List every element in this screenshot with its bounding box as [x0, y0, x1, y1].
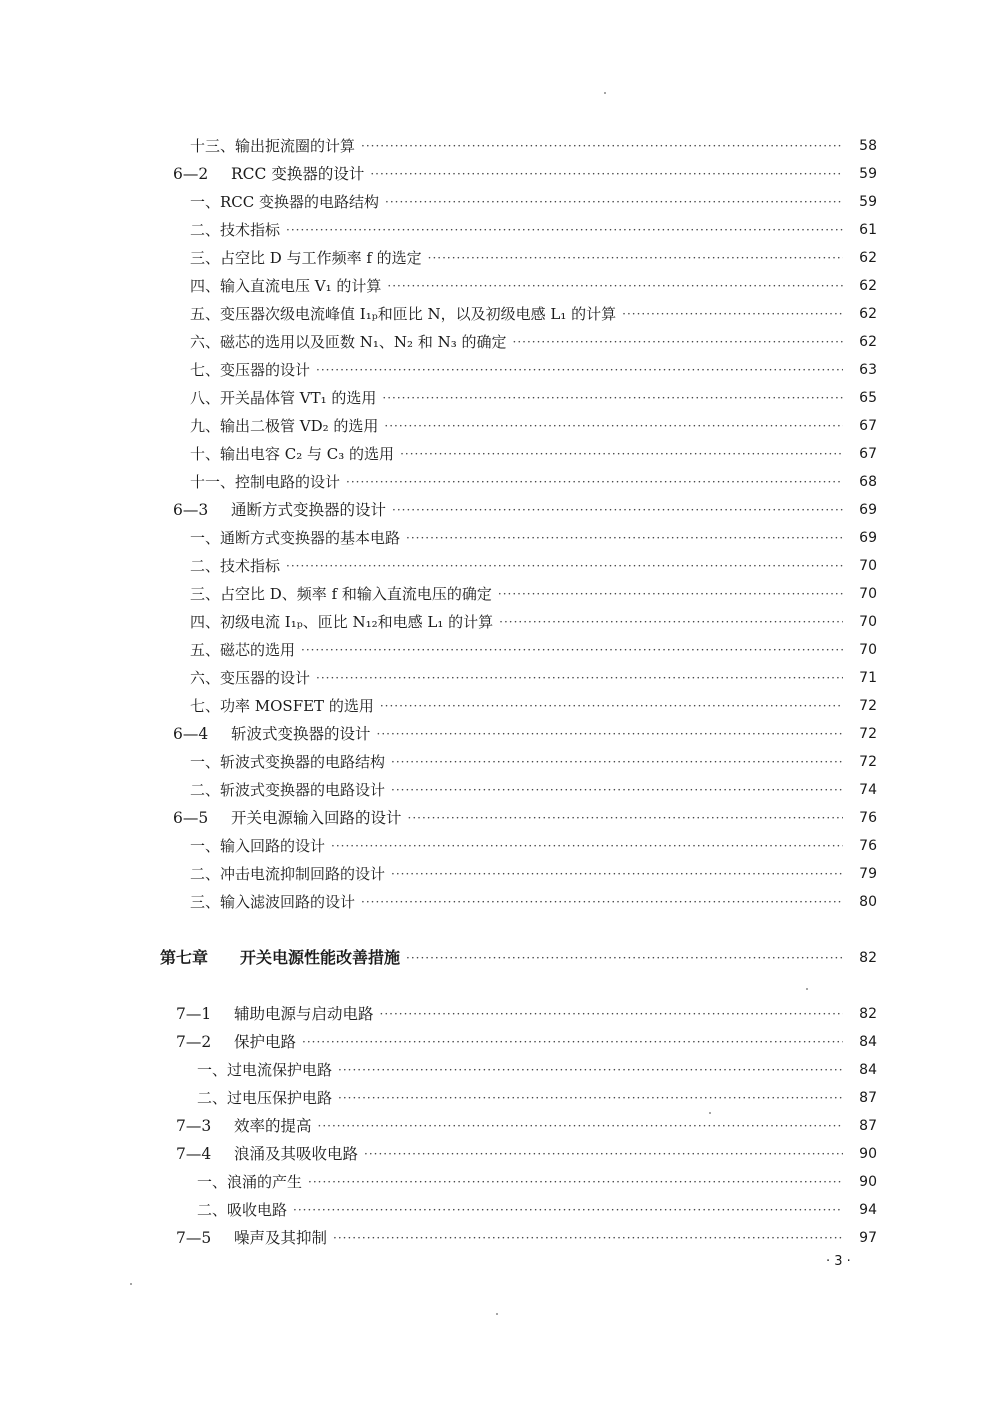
entry-page: 80 — [859, 894, 877, 910]
section-number: 7—3 — [176, 1117, 212, 1135]
toc-chapter[interactable] — [0, 940, 993, 968]
section-number: 6—3 — [173, 501, 209, 519]
toc-entry[interactable] — [0, 380, 993, 408]
page-number: · 3 · — [826, 1254, 851, 1269]
section-number: 6—5 — [173, 809, 209, 827]
entry-page: 72 — [859, 698, 877, 714]
entry-title: 一、RCC 变换器的电路结构 — [190, 193, 380, 211]
toc-entry[interactable] — [0, 884, 993, 912]
entry-page: 76 — [859, 838, 877, 854]
toc-entry[interactable] — [0, 660, 993, 688]
toc-entry[interactable] — [0, 324, 993, 352]
leader-dots — [331, 836, 843, 856]
entry-page: 68 — [859, 474, 877, 490]
entry-page: 58 — [859, 138, 877, 154]
toc-entry[interactable] — [0, 828, 993, 856]
entry-page: 70 — [859, 642, 877, 658]
toc-entry[interactable] — [0, 772, 993, 800]
entry-title: 七、功率 MOSFET 的选用 — [190, 697, 374, 715]
entry-page: 62 — [859, 278, 877, 294]
leader-dots — [370, 164, 843, 184]
entry-title: 十、输出电容 C₂ 与 C₃ 的选用 — [190, 445, 395, 463]
toc-entry[interactable] — [0, 856, 993, 884]
leader-dots — [338, 1060, 843, 1080]
toc-entry[interactable] — [0, 1052, 993, 1080]
leader-dots — [377, 724, 843, 744]
leader-dots — [391, 864, 843, 884]
entry-title: 五、变压器次级电流峰值 I₁ₚ和匝比 N，以及初级电感 L₁ 的计算 — [190, 305, 617, 323]
entry-page: 67 — [859, 446, 877, 462]
leader-dots — [361, 892, 843, 912]
entry-page: 70 — [859, 614, 877, 630]
entry-title: 一、过电流保护电路 — [197, 1061, 333, 1079]
leader-dots — [338, 1088, 843, 1108]
toc-section[interactable] — [0, 800, 993, 828]
toc-entry[interactable] — [0, 212, 993, 240]
leader-dots — [380, 696, 843, 716]
toc-entry[interactable] — [0, 1164, 993, 1192]
leader-dots — [622, 304, 843, 324]
entry-title: 八、开关晶体管 VT₁ 的选用 — [190, 389, 377, 407]
toc-section[interactable] — [0, 1024, 993, 1052]
entry-page: 90 — [859, 1146, 877, 1162]
scan-speck — [806, 988, 808, 990]
leader-dots — [513, 332, 844, 352]
leader-dots — [382, 388, 843, 408]
entry-page: 79 — [859, 866, 877, 882]
toc-entry[interactable] — [0, 744, 993, 772]
section-title: 噪声及其抑制 — [234, 1229, 328, 1247]
section-title: 辅助电源与启动电路 — [234, 1005, 374, 1023]
entry-title: 九、输出二极管 VD₂ 的选用 — [190, 417, 379, 435]
toc-entry[interactable] — [0, 548, 993, 576]
entry-title: 五、磁芯的选用 — [190, 641, 296, 659]
entry-page: 87 — [859, 1090, 877, 1106]
entry-title: 六、磁芯的选用以及匝数 N₁、N₂ 和 N₃ 的确定 — [190, 333, 507, 351]
toc-entry[interactable] — [0, 436, 993, 464]
entry-page: 94 — [859, 1202, 877, 1218]
entry-page: 70 — [859, 558, 877, 574]
toc-entry[interactable] — [0, 632, 993, 660]
entry-page: 87 — [859, 1118, 877, 1134]
section-title: 开关电源输入回路的设计 — [231, 809, 402, 827]
toc-entry[interactable] — [0, 1192, 993, 1220]
entry-page: 84 — [859, 1034, 877, 1050]
entry-page: 74 — [859, 782, 877, 798]
entry-page: 90 — [859, 1174, 877, 1190]
leader-dots — [408, 808, 843, 828]
entry-title: 二、吸收电路 — [197, 1201, 288, 1219]
entry-page: 59 — [859, 166, 877, 182]
section-title: RCC 变换器的设计 — [231, 165, 365, 183]
toc-entry[interactable] — [0, 1080, 993, 1108]
entry-page: 82 — [859, 950, 877, 966]
toc-entry[interactable] — [0, 408, 993, 436]
leader-dots — [286, 556, 843, 576]
toc-section[interactable] — [0, 996, 993, 1024]
entry-page: 67 — [859, 418, 877, 434]
entry-page: 65 — [859, 390, 877, 406]
entry-page: 61 — [859, 222, 877, 238]
leader-dots — [316, 360, 843, 380]
toc-section[interactable] — [0, 156, 993, 184]
entry-page: 69 — [859, 530, 877, 546]
leader-dots — [406, 948, 843, 968]
toc-entry[interactable] — [0, 240, 993, 268]
entry-page: 63 — [859, 362, 877, 378]
entry-page: 72 — [859, 754, 877, 770]
entry-title: 三、占空比 D、频率 f 和输入直流电压的确定 — [190, 585, 492, 603]
leader-dots — [364, 1144, 843, 1164]
entry-page: 62 — [859, 250, 877, 266]
toc-entry[interactable] — [0, 604, 993, 632]
entry-page: 69 — [859, 502, 877, 518]
leader-dots — [380, 1004, 843, 1024]
entry-title: 一、输入回路的设计 — [190, 837, 326, 855]
entry-page: 59 — [859, 194, 877, 210]
leader-dots — [406, 528, 843, 548]
section-title: 浪涌及其吸收电路 — [234, 1145, 359, 1163]
leader-dots — [293, 1200, 843, 1220]
leader-dots — [316, 668, 843, 688]
section-title: 保护电路 — [234, 1033, 297, 1051]
entry-title: 四、初级电流 I₁ₚ、匝比 N₁₂和电感 L₁ 的计算 — [190, 613, 494, 631]
entry-title: 六、变压器的设计 — [190, 669, 311, 687]
entry-title: 二、过电压保护电路 — [197, 1089, 333, 1107]
leader-dots — [385, 192, 843, 212]
section-number: 6—2 — [173, 165, 209, 183]
leader-dots — [428, 248, 843, 268]
scan-speck — [709, 1112, 711, 1114]
leader-dots — [392, 500, 843, 520]
toc-entry[interactable] — [0, 184, 993, 212]
toc-entry[interactable] — [0, 352, 993, 380]
entry-title: 一、通断方式变换器的基本电路 — [190, 529, 401, 547]
toc-entry[interactable] — [0, 464, 993, 492]
leader-dots — [301, 640, 843, 660]
entry-title: 十三、输出扼流圈的计算 — [190, 137, 356, 155]
entry-page: 84 — [859, 1062, 877, 1078]
entry-title: 二、技术指标 — [190, 221, 281, 239]
scan-speck — [604, 92, 606, 94]
section-title: 斩波式变换器的设计 — [231, 725, 371, 743]
leader-dots — [384, 416, 843, 436]
leader-dots — [499, 612, 843, 632]
toc-section[interactable] — [0, 1220, 993, 1248]
toc-entry[interactable] — [0, 128, 993, 156]
section-number: 7—4 — [176, 1145, 212, 1163]
leader-dots — [346, 472, 843, 492]
leader-dots — [391, 780, 843, 800]
leader-dots — [308, 1172, 843, 1192]
section-title: 通断方式变换器的设计 — [231, 501, 387, 519]
chapter-title: 开关电源性能改善措施 — [240, 948, 401, 967]
leader-dots — [302, 1032, 843, 1052]
entry-title: 二、斩波式变换器的电路设计 — [190, 781, 386, 799]
section-number: 6—4 — [173, 725, 209, 743]
toc-entry[interactable] — [0, 576, 993, 604]
entry-page: 62 — [859, 334, 877, 350]
entry-title: 二、冲击电流抑制回路的设计 — [190, 865, 386, 883]
entry-page: 70 — [859, 586, 877, 602]
toc-section[interactable] — [0, 716, 993, 744]
toc-section[interactable] — [0, 1108, 993, 1136]
toc-section[interactable] — [0, 492, 993, 520]
section-title: 效率的提高 — [234, 1117, 312, 1135]
entry-title: 三、输入滤波回路的设计 — [190, 893, 356, 911]
entry-page: 71 — [859, 670, 877, 686]
entry-title: 四、输入直流电压 V₁ 的计算 — [190, 277, 382, 295]
entry-title: 一、浪涌的产生 — [197, 1173, 303, 1191]
toc-entry[interactable] — [0, 688, 993, 716]
scan-speck — [496, 1313, 498, 1315]
leader-dots — [387, 276, 843, 296]
leader-dots — [318, 1116, 843, 1136]
toc-entry[interactable] — [0, 296, 993, 324]
entry-page: 82 — [859, 1006, 877, 1022]
section-number: 7—5 — [176, 1229, 212, 1247]
entry-page: 62 — [859, 306, 877, 322]
section-number: 7—1 — [176, 1005, 212, 1023]
toc-entry[interactable] — [0, 520, 993, 548]
scan-speck — [130, 1283, 132, 1285]
entry-page: 76 — [859, 810, 877, 826]
toc-entry[interactable] — [0, 268, 993, 296]
chapter-number: 第七章 — [160, 948, 209, 967]
entry-page: 72 — [859, 726, 877, 742]
entry-title: 十一、控制电路的设计 — [190, 473, 341, 491]
leader-dots — [400, 444, 843, 464]
leader-dots — [361, 136, 843, 156]
entry-page: 97 — [859, 1230, 877, 1246]
entry-title: 一、斩波式变换器的电路结构 — [190, 753, 386, 771]
leader-dots — [286, 220, 843, 240]
leader-dots — [498, 584, 843, 604]
entry-title: 二、技术指标 — [190, 557, 281, 575]
entry-title: 七、变压器的设计 — [190, 361, 311, 379]
toc-section[interactable] — [0, 1136, 993, 1164]
leader-dots — [333, 1228, 843, 1248]
entry-title: 三、占空比 D 与工作频率 f 的选定 — [190, 249, 422, 267]
leader-dots — [391, 752, 843, 772]
section-number: 7—2 — [176, 1033, 212, 1051]
